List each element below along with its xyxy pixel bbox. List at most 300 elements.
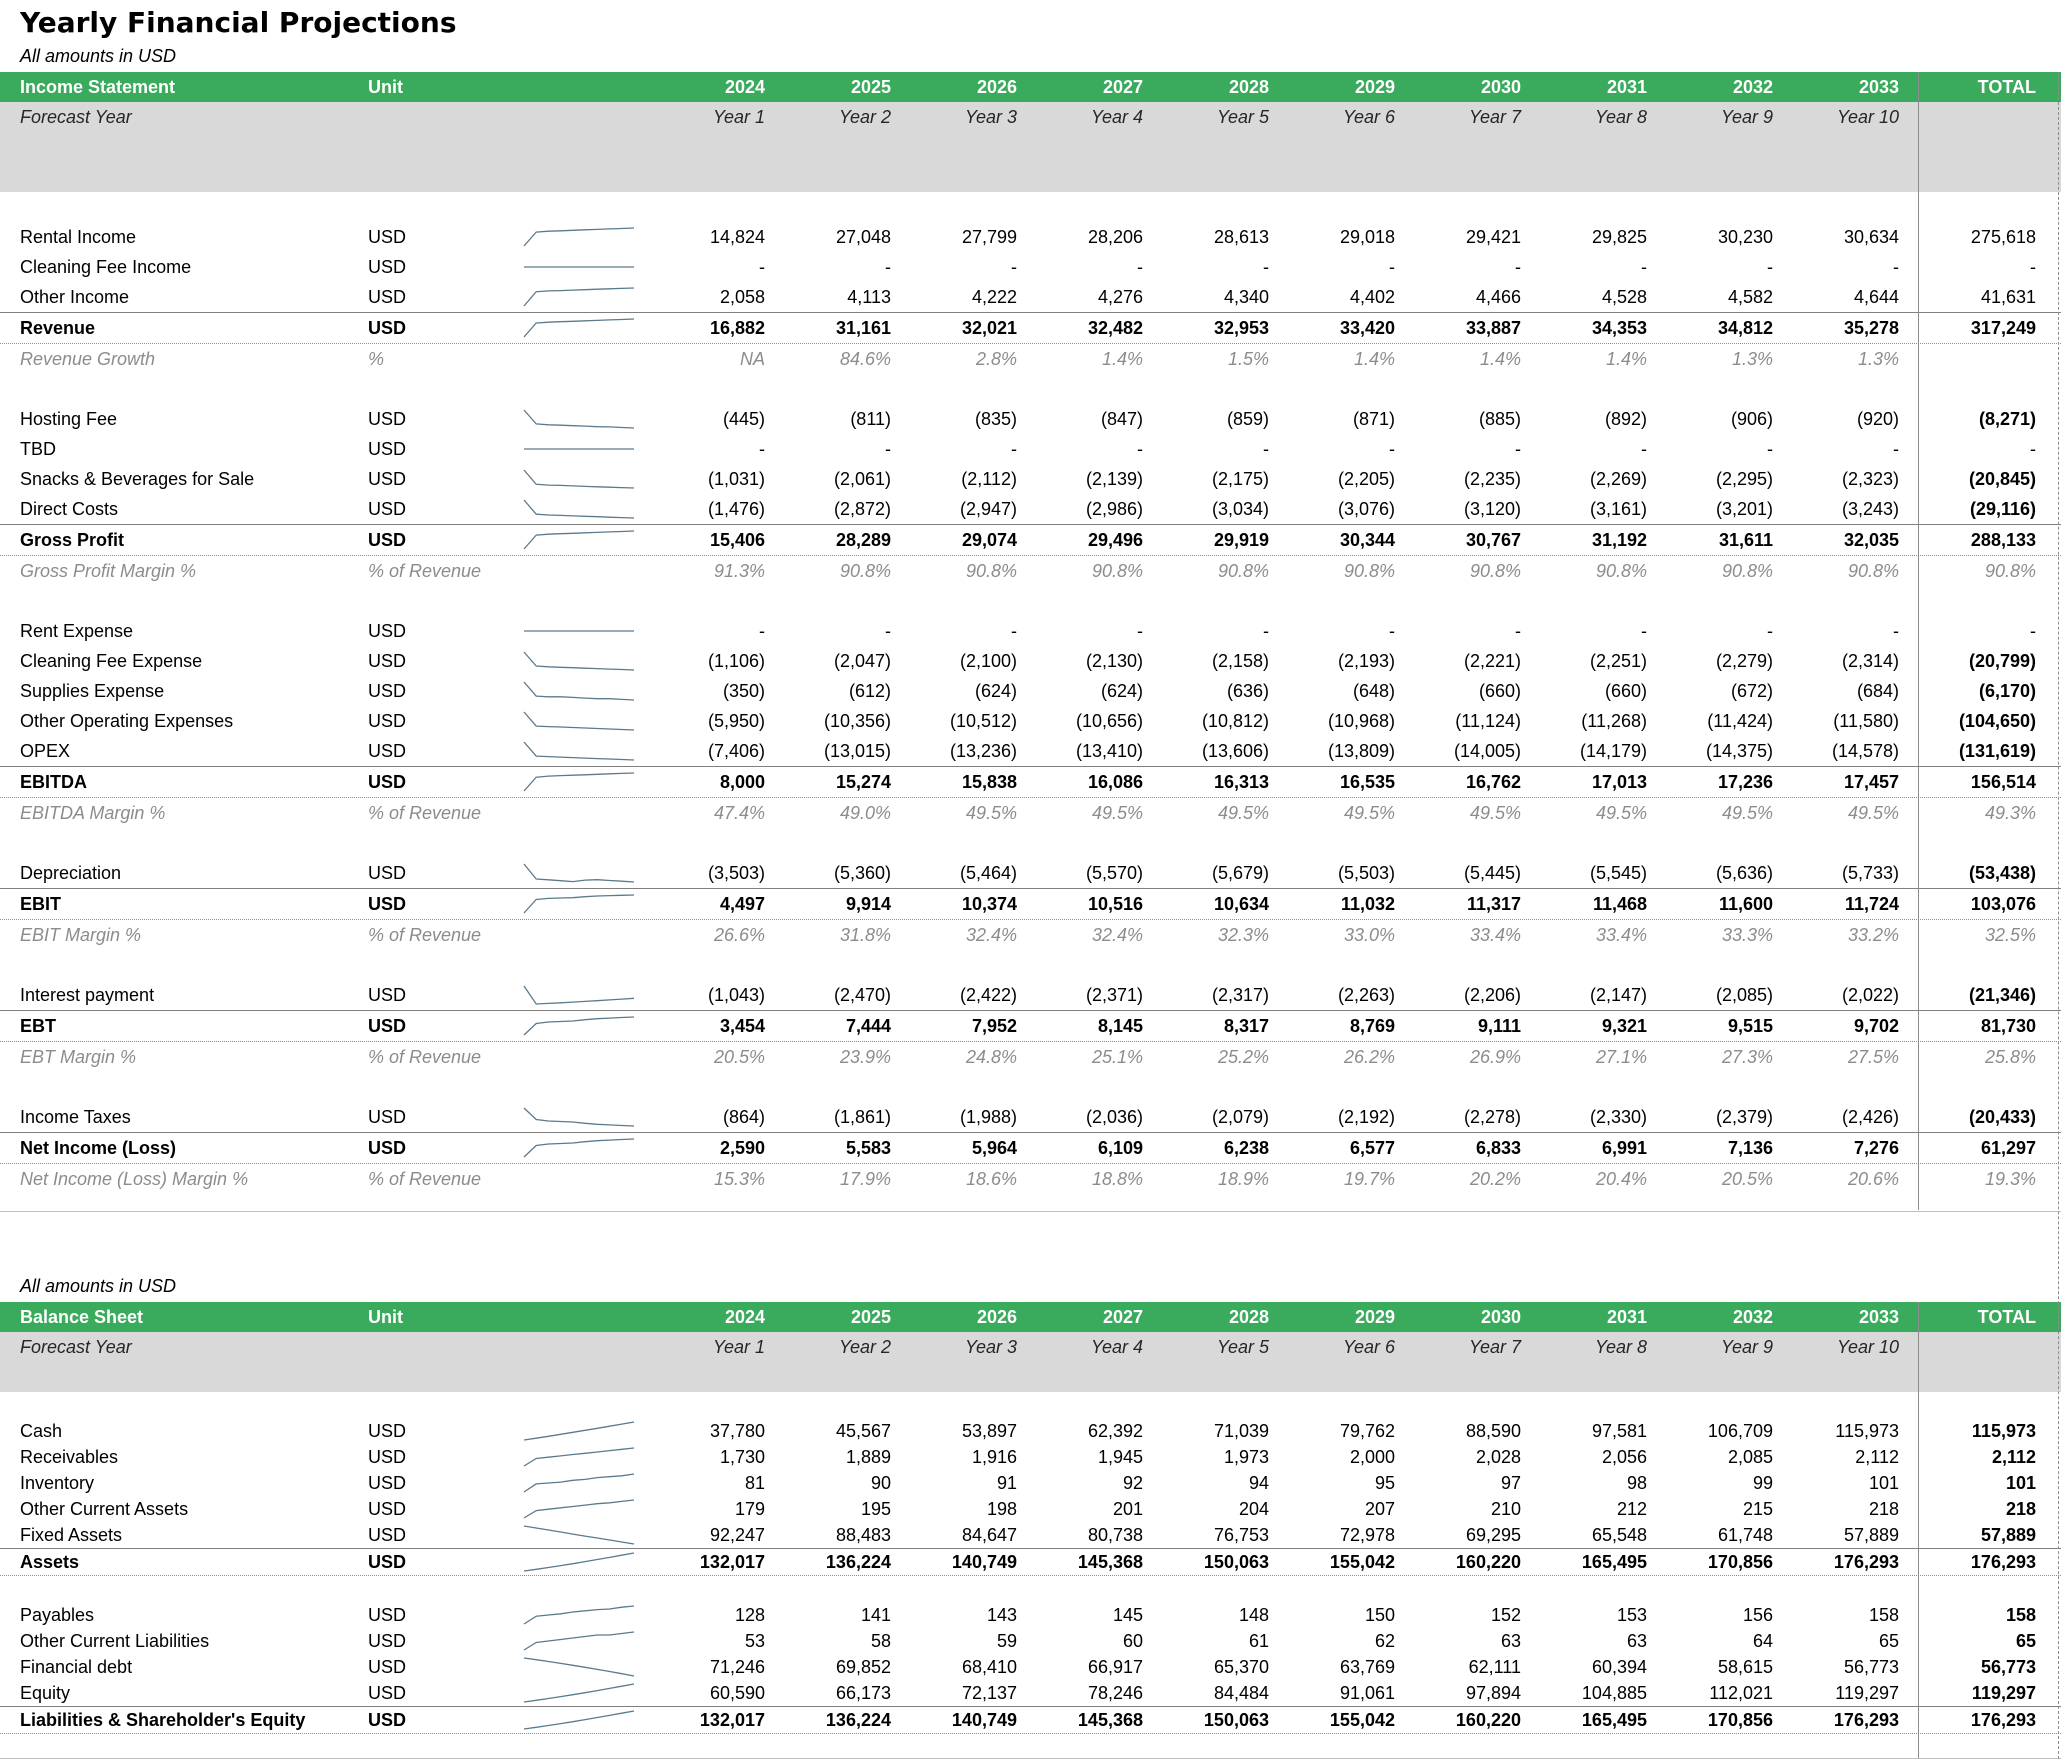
row-receivables [0,1444,2061,1470]
row-receivables-sparkline-chart [522,1445,636,1469]
row-financial-debt-value-2026: 68,410 [961,1657,1017,1677]
row-supplies-expense-value-2033: (684) [1856,681,1899,701]
row-fixed-assets-unit: USD [368,1525,407,1545]
row-equity-sparkline-chart-line [524,1684,634,1702]
row-cash-label: Cash [20,1421,63,1441]
year-header-2030: 2030 [1480,77,1521,97]
row-interest-payment-value-2024: (1,043) [707,985,765,1005]
row-depreciation-label: Depreciation [20,863,122,883]
row-tbd-value-2024: - [759,439,765,459]
row-other-current-assets-sparkline-chart [522,1497,636,1521]
row-net-income-loss-sparkline-chart [522,1136,636,1160]
row-cash [0,1418,2061,1444]
row-equity-value-2026: 72,137 [961,1683,1017,1703]
forecast-year-label: Forecast Year [20,107,132,127]
row-other-current-assets-value-2032: 215 [1742,1499,1773,1519]
row-other-operating-expenses-sparkline-chart [522,709,636,733]
section-title: Balance Sheet [20,1307,144,1327]
row-other-current-assets [0,1496,2061,1522]
row-hosting-fee-value-2028: (859) [1226,409,1269,429]
row-income-taxes-value-2025: (1,861) [833,1107,891,1127]
row-rental-income [0,222,2061,252]
row-ebit-margin-value-2032: 33.3% [1721,925,1773,945]
row-assets-value-2027: 145,368 [1077,1552,1143,1572]
row-snacks-beverages-for-sale-sparkline-chart [522,467,636,491]
row-snacks-beverages-for-sale-sparkline [522,464,636,494]
row-receivables-value-2030: 2,028 [1475,1447,1521,1467]
row-ebitda [0,767,2061,798]
row-inventory-value-2025: 90 [870,1473,891,1493]
row-inventory-total: 101 [2005,1473,2036,1493]
row-supplies-expense-unit: USD [368,681,407,701]
row-revenue-value-2033: 35,278 [1843,318,1899,338]
row-other-current-liabilities-sparkline-chart [522,1629,636,1653]
row-ebitda-value-2028: 16,313 [1213,772,1269,792]
row-tbd-value-2030: - [1515,439,1521,459]
row-cleaning-fee-income-label: Cleaning Fee Income [20,257,192,277]
row-gross-profit-value-2031: 31,192 [1591,530,1647,550]
row-assets-unit: USD [368,1552,407,1572]
row-income-taxes-sparkline-chart-line [524,1108,634,1126]
row-net-income-loss-margin-value-2032: 20.5% [1721,1169,1773,1189]
row-supplies-expense-value-2032: (672) [1730,681,1773,701]
row-snacks-beverages-for-sale-value-2026: (2,112) [961,469,1017,489]
spacer-row [0,1072,2061,1102]
row-financial-debt-value-2032: 58,615 [1717,1657,1773,1677]
row-supplies-expense-value-2031: (660) [1604,681,1647,701]
row-fixed-assets-label: Fixed Assets [20,1525,123,1545]
row-depreciation [0,858,2061,889]
row-liabilities-shareholder-s-equity-value-2029: 155,042 [1329,1710,1395,1730]
row-ebt-margin-value-2029: 26.2% [1343,1047,1395,1067]
row-ebit-margin-value-2031: 33.4% [1595,925,1647,945]
row-tbd-sparkline-chart [522,437,636,461]
row-assets-sparkline-chart [522,1550,636,1574]
row-direct-costs-value-2024: (1,476) [707,499,765,519]
row-other-income-value-2029: 4,402 [1349,287,1395,307]
row-assets-label: Assets [20,1552,80,1572]
row-cleaning-fee-income-sparkline-chart [522,255,636,279]
row-ebitda-value-2032: 17,236 [1717,772,1773,792]
row-net-income-loss [0,1133,2061,1164]
row-cleaning-fee-expense-value-2026: (2,100) [959,651,1017,671]
row-net-income-loss-margin-label: Net Income (Loss) Margin % [20,1169,249,1189]
row-fixed-assets-value-2030: 69,295 [1465,1525,1521,1545]
row-other-income-value-2032: 4,582 [1727,287,1773,307]
row-other-current-assets-label: Other Current Assets [20,1499,189,1519]
row-ebit-margin-label: EBIT Margin % [20,925,142,945]
row-cleaning-fee-expense-value-2033: (2,314) [1841,651,1899,671]
row-payables-value-2032: 156 [1742,1605,1773,1625]
row-gross-profit-margin-unit: % of Revenue [368,561,482,581]
row-ebt-value-2032: 9,515 [1727,1016,1773,1036]
row-receivables-value-2027: 1,945 [1097,1447,1143,1467]
row-ebt-total: 81,730 [1980,1016,2036,1036]
row-rent-expense-value-2033: - [1893,621,1899,641]
row-inventory-value-2029: 95 [1374,1473,1395,1493]
row-direct-costs-sparkline [522,494,636,524]
income-statement-table [0,72,2061,1194]
row-other-income-value-2030: 4,466 [1475,287,1521,307]
year-header-2025: 2025 [850,77,891,97]
row-tbd-total: - [2030,439,2036,459]
row-net-income-loss-margin-total: 19.3% [1984,1169,2036,1189]
row-revenue-value-2025: 31,161 [835,318,891,338]
row-opex-sparkline-chart [522,739,636,763]
row-receivables-value-2033: 2,112 [1855,1447,1899,1467]
row-fixed-assets [0,1522,2061,1549]
row-direct-costs-value-2026: (2,947) [959,499,1017,519]
row-depreciation-value-2026: (5,464) [959,863,1017,883]
year-header-2033: 2033 [1858,77,1899,97]
row-other-operating-expenses-value-2028: (10,812) [1201,711,1269,731]
row-income-taxes-sparkline-chart [522,1105,636,1129]
row-ebit-margin-unit: % of Revenue [368,925,482,945]
row-assets-value-2030: 160,220 [1455,1552,1521,1572]
row-financial-debt-sparkline-chart-line [524,1658,634,1676]
row-depreciation-value-2028: (5,679) [1211,863,1269,883]
row-snacks-beverages-for-sale-total: (20,845) [1968,469,2036,489]
row-equity-sparkline [522,1680,636,1706]
row-direct-costs-value-2025: (2,872) [833,499,891,519]
row-other-current-liabilities-label: Other Current Liabilities [20,1631,210,1651]
row-ebt [0,1011,2061,1042]
row-other-operating-expenses-label: Other Operating Expenses [20,711,234,731]
row-supplies-expense-sparkline-chart [522,679,636,703]
total-header: TOTAL [1977,77,2036,97]
row-snacks-beverages-for-sale [0,464,2061,494]
row-financial-debt-value-2024: 71,246 [709,1657,765,1677]
row-liabilities-shareholder-s-equity-value-2028: 150,063 [1203,1710,1269,1730]
forecast-year-label: Forecast Year [20,1337,132,1357]
row-income-taxes-value-2028: (2,079) [1211,1107,1269,1127]
row-cleaning-fee-income [0,252,2061,282]
row-hosting-fee-sparkline-chart [522,407,636,431]
forecast-year-3: Year 3 [964,107,1017,127]
row-fixed-assets-value-2028: 76,753 [1213,1525,1269,1545]
row-cleaning-fee-expense [0,646,2061,676]
currency-note-balance: All amounts in USD [20,1276,177,1296]
row-cleaning-fee-expense-value-2029: (2,193) [1337,651,1395,671]
row-revenue-growth-value-2029: 1.4% [1353,349,1395,369]
row-ebit-label: EBIT [20,894,62,914]
year-header-2028: 2028 [1228,1307,1269,1327]
row-opex-unit: USD [368,741,407,761]
row-ebitda-value-2029: 16,535 [1339,772,1395,792]
row-other-income-unit: USD [368,287,407,307]
row-receivables-value-2029: 2,000 [1349,1447,1395,1467]
year-header-2028: 2028 [1228,77,1269,97]
row-other-operating-expenses-total: (104,650) [1958,711,2036,731]
row-gross-profit [0,525,2061,556]
row-other-current-liabilities-value-2026: 59 [996,1631,1017,1651]
row-ebit-sparkline-chart-line [524,895,634,913]
year-header-2024: 2024 [724,1307,765,1327]
row-other-current-liabilities-total: 65 [2015,1631,2036,1651]
row-hosting-fee-value-2026: (835) [974,409,1017,429]
row-payables-unit: USD [368,1605,407,1625]
row-opex-value-2031: (14,179) [1579,741,1647,761]
row-revenue-growth-label: Revenue Growth [20,349,156,369]
row-cleaning-fee-income-value-2033: - [1893,257,1899,277]
row-direct-costs-value-2030: (3,120) [1463,499,1521,519]
row-equity-value-2033: 119,297 [1835,1683,1899,1703]
row-revenue-growth-unit: % [368,349,385,369]
row-net-income-loss-margin-value-2031: 20.4% [1595,1169,1647,1189]
row-ebitda-value-2030: 16,762 [1465,772,1521,792]
row-other-income-sparkline [522,282,636,312]
row-opex-value-2024: (7,406) [707,741,765,761]
row-equity-total: 119,297 [1971,1683,2036,1703]
row-direct-costs [0,494,2061,525]
row-gross-profit-margin-value-2032: 90.8% [1721,561,1773,581]
row-gross-profit-margin-value-2031: 90.8% [1595,561,1647,581]
row-revenue-value-2032: 34,812 [1717,318,1773,338]
row-ebt-margin-value-2024: 20.5% [713,1047,765,1067]
year-header-2032: 2032 [1732,1307,1773,1327]
row-cash-unit: USD [368,1421,407,1441]
row-net-income-loss-value-2024: 2,590 [719,1138,765,1158]
forecast-year-10: Year 10 [1836,107,1899,127]
row-net-income-loss-margin-value-2024: 15.3% [713,1169,765,1189]
row-hosting-fee-label: Hosting Fee [20,409,118,429]
row-other-current-liabilities-sparkline-chart-line [524,1632,634,1650]
row-ebt-margin-total: 25.8% [1984,1047,2036,1067]
row-rent-expense-value-2030: - [1515,621,1521,641]
row-other-current-liabilities-value-2028: 61 [1248,1631,1269,1651]
row-interest-payment-sparkline-chart-line [524,986,634,1004]
forecast-year-5: Year 5 [1216,107,1269,127]
row-direct-costs-value-2029: (3,076) [1337,499,1395,519]
row-inventory-sparkline [522,1470,636,1496]
spacer-row [0,950,2061,980]
row-inventory-value-2027: 92 [1122,1473,1143,1493]
row-ebitda-margin-value-2033: 49.5% [1847,803,1899,823]
row-cash-value-2032: 106,709 [1707,1421,1773,1441]
row-other-income-total: 41,631 [1980,287,2036,307]
row-revenue-label: Revenue [20,318,96,338]
row-ebitda-margin-value-2027: 49.5% [1091,803,1143,823]
row-receivables-value-2031: 2,056 [1601,1447,1647,1467]
row-cash-value-2030: 88,590 [1465,1421,1521,1441]
row-tbd-value-2032: - [1767,439,1773,459]
spacer-row [0,374,2061,404]
row-equity-value-2029: 91,061 [1339,1683,1395,1703]
row-net-income-loss-margin-value-2030: 20.2% [1469,1169,1521,1189]
row-rental-income-value-2026: 27,799 [961,227,1017,247]
row-liabilities-shareholder-s-equity-sparkline-chart [522,1708,636,1732]
row-gross-profit-margin-value-2029: 90.8% [1343,561,1395,581]
row-net-income-loss-sparkline [522,1133,636,1163]
row-revenue-growth-value-2026: 2.8% [975,349,1017,369]
row-ebit-value-2030: 11,317 [1466,894,1521,914]
row-liabilities-shareholder-s-equity-value-2027: 145,368 [1077,1710,1143,1730]
row-equity-value-2025: 66,173 [835,1683,891,1703]
row-assets-value-2025: 136,224 [825,1552,891,1572]
row-assets-value-2028: 150,063 [1203,1552,1269,1572]
row-receivables-value-2024: 1,730 [719,1447,765,1467]
row-receivables-total: 2,112 [1991,1447,2036,1467]
row-ebitda-margin-total: 49.3% [1984,803,2036,823]
row-opex-value-2029: (13,809) [1327,741,1395,761]
row-net-income-loss-sparkline-chart-line [524,1139,634,1157]
row-rental-income-sparkline-chart-line [524,228,634,246]
row-supplies-expense-sparkline [522,676,636,706]
income-statement-header-row [0,72,2061,102]
row-payables-value-2031: 153 [1616,1605,1647,1625]
row-payables-total: 158 [2005,1605,2036,1625]
row-ebt-value-2030: 9,111 [1477,1016,1521,1036]
row-supplies-expense-sparkline-chart-line [524,682,634,700]
row-ebitda-sparkline-chart-line [524,773,634,791]
row-rental-income-value-2031: 29,825 [1591,227,1647,247]
spacer-row [0,586,2061,616]
row-gross-profit-margin-total: 90.8% [1984,561,2036,581]
row-interest-payment-value-2030: (2,206) [1463,985,1521,1005]
row-other-income-value-2031: 4,528 [1601,287,1647,307]
row-net-income-loss-margin-value-2026: 18.6% [965,1169,1017,1189]
row-cleaning-fee-expense-label: Cleaning Fee Expense [20,651,203,671]
row-assets-total: 176,293 [1970,1552,2036,1572]
row-ebt-value-2029: 8,769 [1349,1016,1395,1036]
forecast-year-1: Year 1 [712,1337,765,1357]
row-gross-profit-value-2024: 15,406 [709,530,765,550]
row-net-income-loss-value-2029: 6,577 [1349,1138,1395,1158]
row-cash-sparkline [522,1418,636,1444]
row-ebitda-margin-label: EBITDA Margin % [20,803,166,823]
row-ebt-value-2028: 8,317 [1223,1016,1269,1036]
row-ebit-margin-total: 32.5% [1984,925,2036,945]
row-financial-debt-total: 56,773 [1980,1657,2036,1677]
row-financial-debt-value-2027: 66,917 [1087,1657,1143,1677]
row-ebt-margin-value-2026: 24.8% [965,1047,1017,1067]
row-direct-costs-value-2031: (3,161) [1589,499,1647,519]
row-payables-value-2024: 128 [734,1605,765,1625]
row-interest-payment-value-2028: (2,317) [1211,985,1269,1005]
row-ebt-sparkline-chart-line [524,1017,634,1035]
row-revenue-growth-value-2032: 1.3% [1731,349,1773,369]
row-opex-value-2025: (13,015) [823,741,891,761]
row-ebit-value-2024: 4,497 [719,894,765,914]
row-hosting-fee-sparkline [522,404,636,434]
row-ebitda-value-2027: 16,086 [1087,772,1143,792]
row-supplies-expense-value-2028: (636) [1226,681,1269,701]
row-other-current-liabilities-value-2025: 58 [870,1631,891,1651]
balance-sheet-header-row [0,1302,2061,1332]
row-other-current-assets-sparkline [522,1496,636,1522]
row-direct-costs-total: (29,116) [1969,499,2036,519]
row-rental-income-value-2025: 27,048 [835,227,891,247]
section-title: Income Statement [20,77,176,97]
row-interest-payment-value-2027: (2,371) [1085,985,1143,1005]
row-other-operating-expenses-value-2031: (11,268) [1581,711,1647,731]
row-ebt-margin-value-2030: 26.9% [1469,1047,1521,1067]
row-revenue-sparkline-chart [522,316,636,340]
row-revenue-growth-total [1916,344,2036,374]
spacer-row [0,828,2061,858]
row-receivables-sparkline [522,1444,636,1470]
row-rent-expense-value-2032: - [1767,621,1773,641]
row-ebit-margin-value-2033: 33.2% [1847,925,1899,945]
forecast-year-2: Year 2 [838,107,891,127]
row-interest-payment-label: Interest payment [20,985,155,1005]
row-rent-expense-value-2029: - [1389,621,1395,641]
row-liabilities-shareholder-s-equity-unit: USD [368,1710,407,1730]
row-revenue-growth-value-2033: 1.3% [1857,349,1899,369]
row-net-income-loss-total: 61,297 [1980,1138,2036,1158]
row-interest-payment-unit: USD [368,985,407,1005]
row-rent-expense [0,616,2061,646]
year-header-2026: 2026 [976,77,1017,97]
row-income-taxes-value-2030: (2,278) [1463,1107,1521,1127]
row-other-income-value-2033: 4,644 [1853,287,1899,307]
row-ebitda-margin-value-2028: 49.5% [1217,803,1269,823]
row-gross-profit-value-2025: 28,289 [835,530,891,550]
row-other-current-assets-unit: USD [368,1499,407,1519]
row-supplies-expense-total: (6,170) [1978,681,2036,701]
row-rental-income-total: 275,618 [1970,227,2036,247]
row-financial-debt-sparkline-chart [522,1655,636,1679]
row-financial-debt-value-2033: 56,773 [1843,1657,1899,1677]
row-supplies-expense [0,676,2061,706]
row-ebitda-sparkline-chart [522,770,636,794]
row-receivables-value-2025: 1,889 [845,1447,891,1467]
year-header-2027: 2027 [1102,77,1143,97]
row-income-taxes-value-2027: (2,036) [1085,1107,1143,1127]
total-column-divider [1918,72,1919,1210]
row-direct-costs-value-2033: (3,243) [1841,499,1899,519]
row-cleaning-fee-expense-unit: USD [368,651,407,671]
row-snacks-beverages-for-sale-value-2024: (1,031) [707,469,765,489]
row-rental-income-sparkline [522,222,636,252]
page-title: Yearly Financial Projections [20,6,457,39]
row-assets-value-2033: 176,293 [1833,1552,1899,1572]
row-fixed-assets-value-2024: 92,247 [709,1525,765,1545]
year-header-2029: 2029 [1354,77,1395,97]
row-revenue-value-2026: 32,021 [961,318,1017,338]
row-rental-income-value-2029: 29,018 [1339,227,1395,247]
row-ebit-unit: USD [368,894,407,914]
row-rent-expense-value-2031: - [1641,621,1647,641]
row-depreciation-sparkline [522,858,636,888]
unit-header: Unit [368,77,403,97]
row-snacks-beverages-for-sale-value-2027: (2,139) [1085,469,1143,489]
row-cleaning-fee-expense-value-2024: (1,106) [707,651,765,671]
row-gross-profit-margin-value-2030: 90.8% [1469,561,1521,581]
row-cleaning-fee-income-value-2029: - [1389,257,1395,277]
row-ebitda-margin-value-2025: 49.0% [839,803,891,823]
row-receivables-value-2032: 2,085 [1727,1447,1773,1467]
row-rent-expense-value-2027: - [1137,621,1143,641]
row-ebit [0,889,2061,920]
row-tbd-label: TBD [20,439,56,459]
row-opex-value-2032: (14,375) [1705,741,1773,761]
row-ebitda-value-2031: 17,013 [1591,772,1647,792]
row-gross-profit-sparkline-chart [522,528,636,552]
row-depreciation-value-2032: (5,636) [1715,863,1773,883]
row-other-operating-expenses-unit: USD [368,711,407,731]
row-cleaning-fee-expense-sparkline [522,646,636,676]
row-fixed-assets-value-2031: 65,548 [1591,1525,1647,1545]
row-inventory-value-2024: 81 [744,1473,765,1493]
row-cash-total: 115,973 [1971,1421,2036,1441]
row-gross-profit-value-2026: 29,074 [961,530,1017,550]
row-net-income-loss-margin-value-2033: 20.6% [1847,1169,1899,1189]
row-liabilities-shareholder-s-equity-value-2033: 176,293 [1833,1710,1899,1730]
row-payables [0,1602,2061,1628]
row-income-taxes [0,1102,2061,1133]
row-depreciation-sparkline-chart-line [524,864,634,882]
